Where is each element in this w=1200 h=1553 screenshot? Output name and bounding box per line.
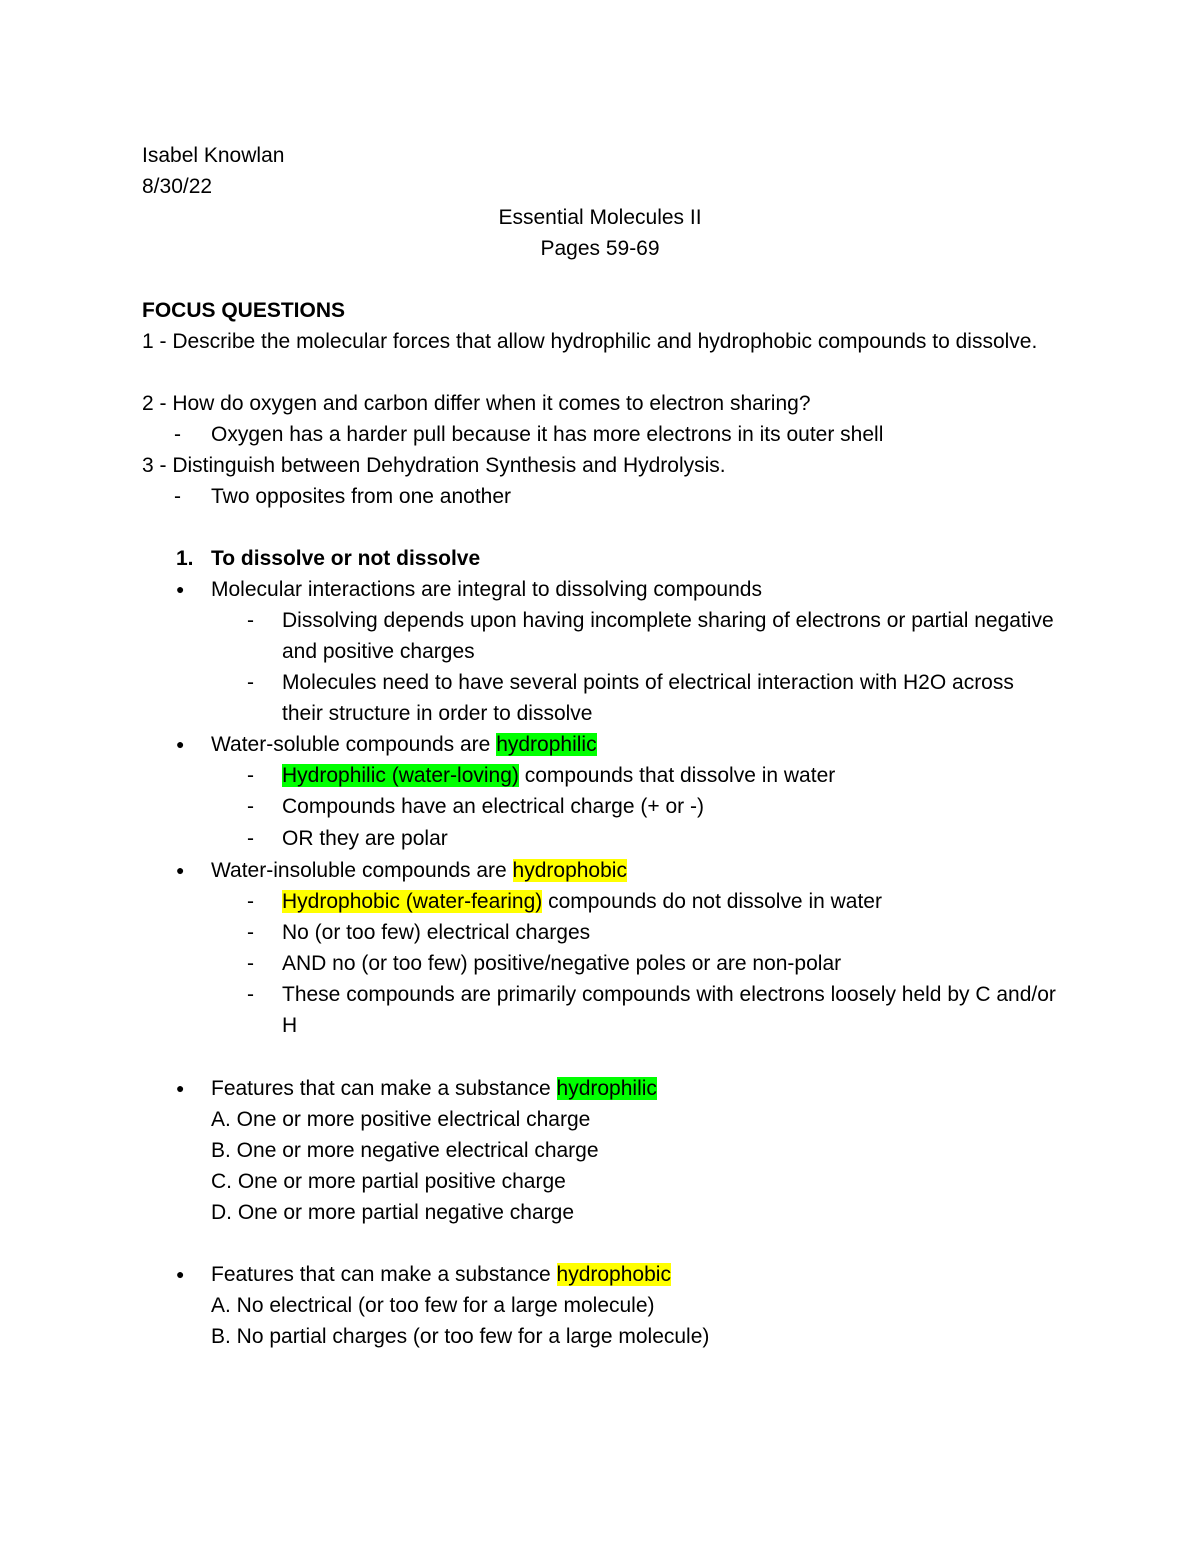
sub-non-polar: AND no (or too few) positive/negative poles or are non-polar (282, 952, 842, 975)
sub-hydrophilic-definition (282, 760, 835, 791)
bullet-molecular-interactions: Molecular interactions are integral to dissolving compounds (211, 578, 762, 601)
bullet-text: Features that can make a substance (211, 1077, 557, 1100)
date: 8/30/22 (142, 175, 213, 198)
page-range: Pages 59-69 (540, 237, 660, 260)
dash-marker: - (247, 890, 254, 913)
sub-electrical-charge: Compounds have an electrical charge (+ or -) (282, 795, 704, 818)
sub-loosely-held: These compounds are primarily compounds with electrons loosely held by C and/or H (282, 983, 1056, 1037)
dash-marker: - (174, 423, 181, 446)
bullet-marker: ● (176, 1266, 185, 1282)
bullet-marker: ● (176, 736, 185, 752)
focus-question-2: 2 - How do oxygen and carbon differ when it comes to electron sharing? (142, 392, 811, 415)
sub-molecules-need: Molecules need to have several points of electrical interaction with H2O across their structure in order to dissolve (282, 671, 1014, 725)
bullet-water-insoluble (211, 855, 627, 886)
bullet-marker: ● (176, 1080, 185, 1096)
hydrophobic-highlight: hydrophobic (512, 859, 627, 882)
sub-dissolving-depends: Dissolving depends upon having incomplete sharing of electrons or partial negative and positive charges (282, 609, 1054, 663)
feature-item: D. One or more partial negative charge (211, 1201, 575, 1224)
sub-no-charges: No (or too few) electrical charges (282, 921, 591, 944)
dash-marker: - (247, 609, 254, 632)
author-name: Isabel Knowlan (142, 144, 285, 167)
focus-question-1: 1 - Describe the molecular forces that allow hydrophilic and hydrophobic compounds to dissolve. (142, 330, 1038, 353)
bullet-text: Features that can make a substance (211, 1263, 557, 1286)
bullet-text: Water-soluble compounds are (211, 733, 497, 756)
focus-question-3: 3 - Distinguish between Dehydration Synthesis and Hydrolysis. (142, 454, 726, 477)
dash-marker: - (247, 764, 254, 787)
features-hydrophobic-heading (211, 1259, 671, 1290)
document-title: Essential Molecules II (498, 206, 702, 229)
hydrophilic-highlight: Hydrophilic (water-loving) (282, 764, 519, 787)
feature-item: A. No electrical (or too few for a large molecule) (211, 1294, 655, 1317)
dash-marker: - (247, 952, 254, 975)
feature-item: A. One or more positive electrical charge (211, 1108, 591, 1131)
hydrophobic-highlight: Hydrophobic (water-fearing) (282, 890, 543, 913)
focus-answer-3: Two opposites from one another (211, 485, 512, 508)
dash-marker: - (174, 485, 181, 508)
feature-item: B. No partial charges (or too few for a large molecule) (211, 1325, 710, 1348)
dash-marker: - (247, 983, 254, 1006)
feature-item: C. One or more partial positive charge (211, 1170, 566, 1193)
section-number: 1. (176, 547, 194, 570)
bullet-water-soluble (211, 729, 597, 760)
feature-item: B. One or more negative electrical charge (211, 1139, 599, 1162)
sub-polar: OR they are polar (282, 827, 448, 850)
sub-text: compounds do not dissolve in water (542, 890, 882, 913)
dash-marker: - (247, 827, 254, 850)
hydrophilic-highlight: hydrophilic (496, 733, 597, 756)
dash-marker: - (247, 795, 254, 818)
hydrophilic-highlight: hydrophilic (556, 1077, 657, 1100)
focus-questions-heading: FOCUS QUESTIONS (142, 299, 346, 322)
features-hydrophilic-heading (211, 1073, 657, 1104)
sub-hydrophobic-definition (282, 886, 882, 917)
dash-marker: - (247, 671, 254, 694)
dash-marker: - (247, 921, 254, 944)
bullet-marker: ● (176, 581, 185, 597)
bullet-text: Water-insoluble compounds are (211, 859, 513, 882)
bullet-marker: ● (176, 862, 185, 878)
section-heading: To dissolve or not dissolve (211, 547, 481, 570)
focus-answer-2: Oxygen has a harder pull because it has more electrons in its outer shell (211, 423, 884, 446)
sub-text: compounds that dissolve in water (518, 764, 836, 787)
hydrophobic-highlight: hydrophobic (556, 1263, 671, 1286)
